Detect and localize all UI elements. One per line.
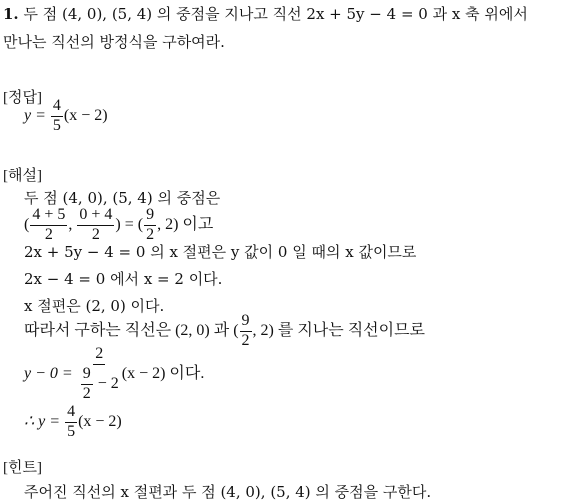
s8-frac-num: 4: [65, 404, 77, 423]
s2-sep: ,: [68, 216, 73, 233]
solution-heading: [해설]: [3, 168, 42, 184]
answer-frac-num: 4: [51, 98, 63, 117]
solution-step-3: 2x + 5y − 4 = 0 의 x 절편은 y 값이 0 일 때의 x 값이므로: [24, 243, 417, 261]
s7-inner-frac: [81, 366, 93, 403]
s2-frac-3: [144, 207, 156, 244]
hint-text: 주어진 직선의 x 절편과 두 점 (4, 0), (5, 4) 의 중점을 구한다.: [24, 483, 432, 501]
answer-lhs: y =: [24, 106, 50, 124]
answer-rhs: (x − 2): [63, 106, 108, 124]
problem-line-1: [3, 4, 528, 24]
s2-frac-3-den: 2: [146, 225, 155, 243]
s2-frac-3-num: 9: [144, 207, 156, 226]
s7-frac-num: 2: [93, 346, 105, 365]
s2-frac-1-den: 2: [44, 225, 53, 243]
s6-frac-num: 9: [240, 313, 252, 332]
solution-step-7: [24, 346, 204, 403]
answer-fraction: [51, 98, 63, 135]
s6-pre: 따라서 구하는 직선은 (2, 0) 과 (: [24, 322, 239, 339]
s8-frac-den: 5: [67, 422, 76, 440]
s6-frac: [240, 313, 252, 350]
solution-step-2: [24, 207, 213, 244]
s2-open: (: [24, 216, 30, 233]
s7-frac-den: [78, 365, 121, 403]
solution-step-6: [24, 313, 425, 350]
s7-inner-den: 2: [82, 384, 91, 402]
s2-end: , 2) 이고: [157, 216, 214, 233]
problem-number: 1.: [3, 5, 19, 23]
solution-step-4: 2x − 4 = 0 에서 x = 2 이다.: [24, 270, 223, 288]
s8-post: (x − 2): [78, 412, 122, 430]
s8-frac: [65, 404, 77, 441]
s7-lhs: y − 0 =: [24, 365, 77, 382]
solution-step-8: [24, 404, 122, 441]
s2-frac-1: [30, 207, 67, 244]
solution-step-1: 두 점 (4, 0), (5, 4) 의 중점은: [24, 189, 221, 207]
answer-heading: [정답]: [3, 90, 42, 106]
answer-frac-den: 5: [52, 116, 61, 134]
s7-inner-num: 9: [81, 366, 93, 385]
s2-frac-2-den: 2: [91, 225, 100, 243]
s2-frac-1-num: 4 + 5: [30, 207, 67, 226]
s2-frac-2: [77, 207, 114, 244]
problem-text-line-1: 두 점 (4, 0), (5, 4) 의 중점을 지나고 직선 2x + 5y − 4 = 0 과 x 축 위에서: [23, 5, 528, 23]
s2-frac-2-num: 0 + 4: [77, 207, 114, 226]
s7-frac: [78, 346, 121, 402]
s2-mid: ) = (: [115, 216, 144, 233]
s8-lhs: ∴ y =: [24, 412, 65, 430]
hint-heading: [힌트]: [3, 460, 42, 476]
answer-equation: [24, 98, 108, 135]
problem-line-2: 만나는 직선의 방정식을 구하여라.: [3, 33, 225, 51]
s6-frac-den: 2: [241, 331, 250, 349]
solution-step-5: x 절편은 (2, 0) 이다.: [24, 297, 165, 315]
s6-post: , 2) 를 지나는 직선이므로: [252, 322, 425, 339]
s7-post: (x − 2) 이다.: [121, 365, 205, 382]
s7-den-tail: − 2: [93, 374, 119, 392]
